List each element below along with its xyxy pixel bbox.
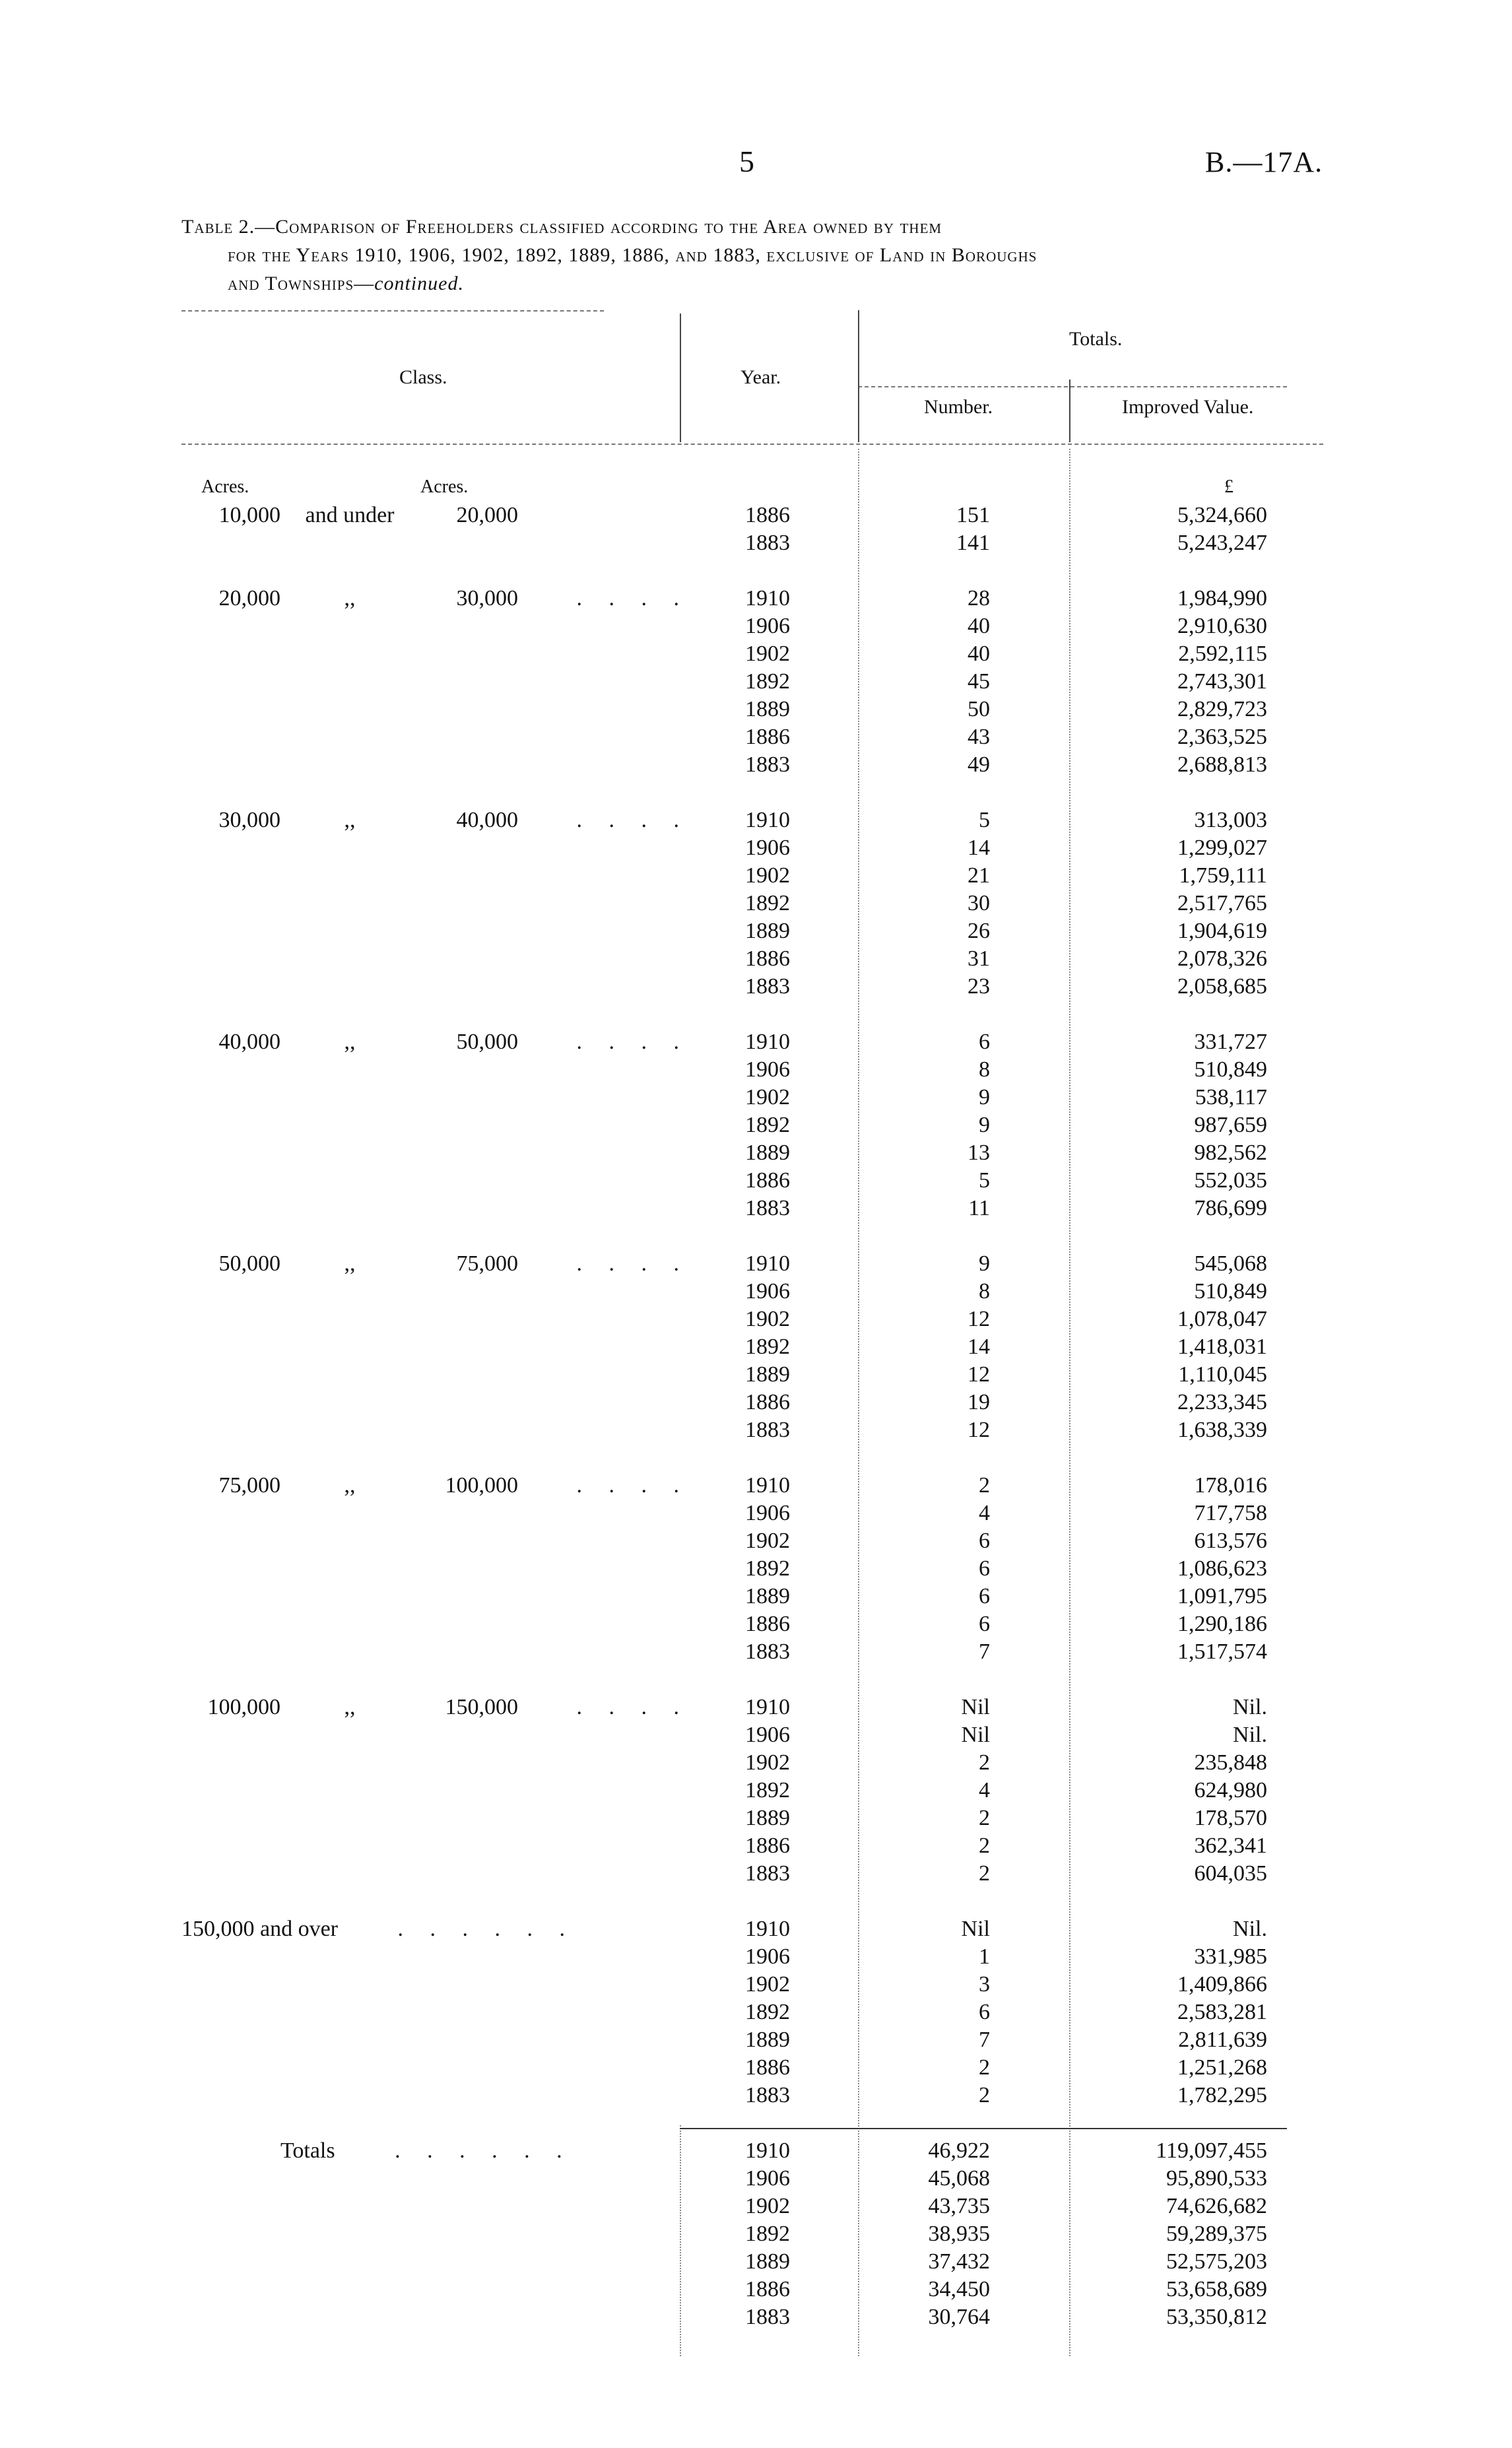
improved-value-cell: 2,583,281: [1177, 2000, 1267, 2024]
improved-value-cell: 52,575,203: [1166, 2249, 1267, 2274]
year-cell: 1892: [745, 2222, 790, 2246]
number-cell: 1: [979, 1944, 990, 1969]
improved-value-cell: 1,984,990: [1177, 586, 1267, 611]
number-cell: 6: [979, 1529, 990, 1553]
table-row: [0, 1694, 1512, 1721]
year-cell: 1906: [745, 1279, 790, 1304]
improved-value-cell: 1,904,619: [1177, 919, 1267, 943]
table-row: [0, 1638, 1512, 1666]
table-row: [0, 1804, 1512, 1832]
year-cell: 1906: [745, 1501, 790, 1525]
improved-value-cell: 331,727: [1194, 1030, 1267, 1054]
number-cell: 8: [979, 1279, 990, 1304]
year-cell: 1910: [745, 1251, 790, 1276]
improved-value-cell: 235,848: [1194, 1750, 1267, 1775]
acres-from-unit: Acres.: [201, 477, 249, 497]
table-row: [0, 1527, 1512, 1555]
year-cell: 1910: [745, 1473, 790, 1498]
improved-value-cell: 95,890,533: [1166, 2166, 1267, 2191]
class-connector: ,,: [344, 1030, 356, 1054]
year-cell: 1910: [745, 2138, 790, 2163]
table-row: [0, 1472, 1512, 1500]
number-cell: Nil: [961, 1917, 990, 1941]
table-row: [0, 1139, 1512, 1167]
year-cell: 1892: [745, 1778, 790, 1803]
number-cell: 6: [979, 1584, 990, 1608]
improved-value-cell: 1,418,031: [1177, 1335, 1267, 1359]
year-cell: 1883: [745, 1639, 790, 1664]
caption-line-3: [181, 269, 1343, 298]
year-cell: 1886: [745, 2055, 790, 2080]
number-cell: 19: [968, 1390, 990, 1414]
year-cell: 1889: [745, 1806, 790, 1830]
class-connector: ,,: [344, 1695, 356, 1719]
number-cell: 6: [979, 1556, 990, 1581]
year-cell: 1889: [745, 1584, 790, 1608]
improved-value-cell: 2,058,685: [1177, 974, 1267, 999]
year-cell: 1910: [745, 1030, 790, 1054]
table-row: [0, 862, 1512, 890]
table-row: [0, 1111, 1512, 1139]
table-row: [0, 1777, 1512, 1804]
table-row: [0, 612, 1512, 640]
table-row: [0, 1389, 1512, 1416]
leader-dots: . . . .: [576, 1030, 690, 1054]
table-row: [0, 751, 1512, 779]
number-cell: 11: [968, 1196, 990, 1220]
class-from: 40,000: [218, 1030, 280, 1054]
class-group: [0, 502, 1512, 557]
number-cell: 12: [968, 1362, 990, 1387]
year-totals-divider: [858, 310, 859, 442]
table-row: [0, 1555, 1512, 1583]
number-cell: 5: [979, 1168, 990, 1193]
year-cell: 1883: [745, 2305, 790, 2329]
year-cell: 1883: [745, 531, 790, 555]
improved-value-cell: 362,341: [1194, 1834, 1267, 1858]
year-cell: 1886: [745, 2277, 790, 2301]
year-cell: 1902: [745, 1972, 790, 1997]
improved-value-cell: 545,068: [1194, 1251, 1267, 1276]
table-row: [0, 973, 1512, 1001]
class-connector: ,,: [344, 586, 356, 611]
number-cell: 40: [968, 642, 990, 666]
year-cell: 1892: [745, 2000, 790, 2024]
improved-value-cell: 1,251,268: [1177, 2055, 1267, 2080]
improved-value-cell: 1,759,111: [1179, 863, 1267, 888]
table-row: [0, 1971, 1512, 1999]
table-row: [0, 1583, 1512, 1610]
class-to: 20,000: [456, 503, 518, 527]
class-from: 30,000: [218, 808, 280, 832]
leader-dots: . . . .: [576, 1251, 690, 1276]
class-to: 75,000: [456, 1251, 518, 1276]
improved-value-cell: 1,110,045: [1178, 1362, 1267, 1387]
class-header: Class.: [399, 366, 447, 388]
class-connector: ,,: [344, 1473, 356, 1498]
number-cell: 43: [968, 725, 990, 749]
year-cell: 1889: [745, 2249, 790, 2274]
improved-value-cell: 717,758: [1194, 1501, 1267, 1525]
year-cell: 1886: [745, 1612, 790, 1636]
number-cell: 40: [968, 614, 990, 638]
number-cell: 34,450: [928, 2277, 990, 2301]
number-cell: 14: [968, 836, 990, 860]
year-cell: 1892: [745, 891, 790, 915]
table-row: [0, 945, 1512, 973]
class-to: 40,000: [456, 808, 518, 832]
improved-value-cell: 2,363,525: [1177, 725, 1267, 749]
improved-value-cell: 53,350,812: [1166, 2305, 1267, 2329]
number-cell: 9: [979, 1251, 990, 1276]
improved-value-cell: 5,243,247: [1177, 531, 1267, 555]
improved-value-cell: 119,097,455: [1156, 2138, 1267, 2163]
year-cell: 1889: [745, 1141, 790, 1165]
class-connector: ,,: [344, 1251, 356, 1276]
table-row: [0, 1306, 1512, 1333]
year-cell: 1889: [745, 2028, 790, 2052]
class-connector: ,,: [344, 808, 356, 832]
table-row: [0, 723, 1512, 751]
improved-value-cell: 552,035: [1194, 1168, 1267, 1193]
improved-value-cell: 2,688,813: [1177, 752, 1267, 777]
table-row: [0, 1943, 1512, 1971]
table-caption: [181, 213, 1343, 298]
improved-value-cell: 982,562: [1194, 1141, 1267, 1165]
number-cell: 2: [979, 1861, 990, 1886]
class-to: 150,000: [445, 1695, 518, 1719]
class-connector: and under: [305, 503, 395, 527]
table-row: [0, 2082, 1512, 2109]
leader-dots: . . . .: [576, 586, 690, 611]
year-cell: 1889: [745, 919, 790, 943]
caption-line-2: for the Years 1910, 1906, 1902, 1892, 1889, 1886, and 1883, exclusive of Land in Boroughs: [228, 244, 1037, 266]
table-row: [0, 2137, 1512, 2165]
number-cell: 30,764: [928, 2305, 990, 2329]
number-cell: 151: [956, 503, 990, 527]
improved-value-cell: 987,659: [1194, 1113, 1267, 1137]
table-row: [0, 1999, 1512, 2026]
class-group: [0, 1915, 1512, 2109]
year-cell: 1883: [745, 752, 790, 777]
class-to: 30,000: [456, 586, 518, 611]
table-row: [0, 1333, 1512, 1361]
year-cell: 1886: [745, 946, 790, 971]
currency-unit: £: [1224, 477, 1233, 497]
improved-value-cell: 613,576: [1194, 1529, 1267, 1553]
table-row: [0, 2054, 1512, 2082]
improved-value-cell: 2,743,301: [1177, 669, 1267, 694]
number-cell: 50: [968, 697, 990, 721]
table-row: [0, 585, 1512, 612]
table-row: [0, 502, 1512, 529]
table-row: [0, 1416, 1512, 1444]
table-row: [0, 1915, 1512, 1943]
year-cell: 1906: [745, 2166, 790, 2191]
number-cell: 2: [979, 1806, 990, 1830]
year-cell: 1910: [745, 808, 790, 832]
year-cell: 1906: [745, 1057, 790, 1082]
table-row: [0, 2248, 1512, 2276]
improved-value-cell: Nil.: [1233, 1723, 1267, 1747]
year-cell: 1906: [745, 1944, 790, 1969]
leader-dots: . . . .: [576, 808, 690, 832]
number-cell: 2: [979, 2083, 990, 2107]
leader-dots: . . . . . .: [395, 2138, 573, 2163]
improved-value-cell: 2,517,765: [1177, 891, 1267, 915]
class-from: 75,000: [218, 1473, 280, 1498]
table-row: [0, 917, 1512, 945]
table-row: [0, 1250, 1512, 1278]
improved-value-cell: 538,117: [1195, 1085, 1267, 1109]
improved-value-cell: 510,849: [1194, 1279, 1267, 1304]
number-cell: 6: [979, 2000, 990, 2024]
table-row: [0, 640, 1512, 668]
totals-underline-rule: [858, 386, 1287, 387]
number-cell: 26: [968, 919, 990, 943]
class-year-divider: [680, 314, 681, 442]
improved-value-cell: 1,086,623: [1177, 1556, 1267, 1581]
table-row: [0, 1749, 1512, 1777]
table-row: [0, 2276, 1512, 2303]
table-row: [0, 1721, 1512, 1749]
acres-to-unit: Acres.: [420, 477, 469, 497]
improved-value-cell: 1,290,186: [1177, 1612, 1267, 1636]
caption-line-1: Table 2.—Comparison of Freeholders classified according to the Area owned by them: [181, 216, 942, 238]
improved-value-cell: 624,980: [1194, 1778, 1267, 1803]
improved-value-header: Improved Value.: [1122, 396, 1254, 418]
improved-value-cell: Nil.: [1233, 1917, 1267, 1941]
improved-value-cell: 1,638,339: [1177, 1418, 1267, 1442]
table-row: [0, 1195, 1512, 1222]
table-row: [0, 668, 1512, 696]
year-cell: 1892: [745, 1335, 790, 1359]
number-cell: 12: [968, 1307, 990, 1331]
number-cell: 37,432: [928, 2249, 990, 2274]
number-cell: 8: [979, 1057, 990, 1082]
improved-value-cell: 2,829,723: [1177, 697, 1267, 721]
improved-value-cell: 1,078,047: [1177, 1307, 1267, 1331]
year-cell: 1883: [745, 2083, 790, 2107]
improved-value-cell: 1,782,295: [1177, 2083, 1267, 2107]
table-row: [0, 1361, 1512, 1389]
table-row: [0, 2165, 1512, 2193]
improved-value-cell: 2,910,630: [1177, 614, 1267, 638]
year-cell: 1910: [745, 1917, 790, 1941]
table-row: [0, 890, 1512, 917]
year-cell: 1902: [745, 1750, 790, 1775]
year-cell: 1910: [745, 1695, 790, 1719]
number-cell: 21: [968, 863, 990, 888]
improved-value-cell: 74,626,682: [1166, 2194, 1267, 2218]
totals-group: [0, 2137, 1512, 2331]
class-group: [0, 585, 1512, 779]
improved-value-cell: 1,299,027: [1177, 836, 1267, 860]
number-cell: 5: [979, 808, 990, 832]
table-row: [0, 2193, 1512, 2220]
class-from: 100,000: [207, 1695, 280, 1719]
number-cell: 43,735: [928, 2194, 990, 2218]
improved-value-cell: 786,699: [1194, 1196, 1267, 1220]
class-from: 10,000: [218, 503, 280, 527]
number-cell: 7: [979, 2028, 990, 2052]
table-row: [0, 2026, 1512, 2054]
year-cell: 1889: [745, 1362, 790, 1387]
number-cell: 30: [968, 891, 990, 915]
year-cell: 1886: [745, 1390, 790, 1414]
improved-value-cell: 2,811,639: [1178, 2028, 1267, 2052]
year-cell: 1902: [745, 2194, 790, 2218]
year-cell: 1892: [745, 1113, 790, 1137]
improved-value-cell: Nil.: [1233, 1695, 1267, 1719]
number-cell: 3: [979, 1972, 990, 1997]
year-cell: 1906: [745, 1723, 790, 1747]
table-row: [0, 1832, 1512, 1860]
improved-value-cell: 1,091,795: [1177, 1584, 1267, 1608]
year-cell: 1906: [745, 836, 790, 860]
improved-value-cell: 2,592,115: [1178, 642, 1267, 666]
number-cell: Nil: [961, 1723, 990, 1747]
number-cell: 7: [979, 1639, 990, 1664]
table-row: [0, 1860, 1512, 1888]
year-cell: 1886: [745, 725, 790, 749]
number-cell: 2: [979, 2055, 990, 2080]
number-cell: 14: [968, 1335, 990, 1359]
class-from: 20,000: [218, 586, 280, 611]
year-header: Year.: [740, 366, 781, 388]
year-cell: 1892: [745, 1556, 790, 1581]
leader-dots: . . . .: [576, 1473, 690, 1498]
number-cell: 6: [979, 1612, 990, 1636]
table-row: [0, 1500, 1512, 1527]
table-row: [0, 807, 1512, 834]
number-cell: 49: [968, 752, 990, 777]
number-cell: 9: [979, 1113, 990, 1137]
number-cell: 31: [968, 946, 990, 971]
table-row: [0, 834, 1512, 862]
number-cell: 45,068: [928, 2166, 990, 2191]
number-cell: 46,922: [928, 2138, 990, 2163]
year-cell: 1883: [745, 1418, 790, 1442]
year-cell: 1886: [745, 503, 790, 527]
improved-value-cell: 53,658,689: [1166, 2277, 1267, 2301]
year-cell: 1902: [745, 863, 790, 888]
improved-value-cell: 331,985: [1194, 1944, 1267, 1969]
improved-value-cell: 2,078,326: [1177, 946, 1267, 971]
number-cell: 2: [979, 1834, 990, 1858]
table-row: [0, 1610, 1512, 1638]
number-cell: 6: [979, 1030, 990, 1054]
year-cell: 1883: [745, 974, 790, 999]
table-row: [0, 529, 1512, 557]
improved-value-cell: 604,035: [1194, 1861, 1267, 1886]
year-cell: 1902: [745, 1085, 790, 1109]
number-cell: Nil: [961, 1695, 990, 1719]
header-bottom-rule: [181, 444, 1323, 445]
table-row: [0, 2220, 1512, 2248]
number-cell: 141: [956, 531, 990, 555]
header-top-rule: [181, 310, 604, 312]
number-cell: 13: [968, 1141, 990, 1165]
improved-value-cell: 5,324,660: [1177, 503, 1267, 527]
improved-value-cell: 313,003: [1194, 808, 1267, 832]
table-row: [0, 1028, 1512, 1056]
table-row: [0, 1167, 1512, 1195]
year-cell: 1883: [745, 1196, 790, 1220]
improved-value-cell: 1,517,574: [1177, 1639, 1267, 1664]
number-cell: 45: [968, 669, 990, 694]
number-cell: 12: [968, 1418, 990, 1442]
improved-value-cell: 1,409,866: [1177, 1972, 1267, 1997]
page-number: 5: [739, 145, 754, 178]
number-cell: 23: [968, 974, 990, 999]
leader-dots: . . . . . .: [397, 1917, 576, 1941]
number-cell: 28: [968, 586, 990, 611]
class-group: [0, 1028, 1512, 1222]
class-to: 50,000: [456, 1030, 518, 1054]
number-header: Number.: [924, 396, 993, 418]
leader-dots: . . . .: [576, 1695, 690, 1719]
table-row: [0, 1084, 1512, 1111]
number-cell: 2: [979, 1473, 990, 1498]
table-row: [0, 696, 1512, 723]
document-reference: B.—17A.: [1205, 146, 1323, 178]
totals-header: Totals.: [1069, 328, 1123, 350]
year-cell: 1902: [745, 1307, 790, 1331]
number-cell: 4: [979, 1501, 990, 1525]
year-cell: 1883: [745, 1861, 790, 1886]
class-group: [0, 807, 1512, 1001]
caption-line-3-prefix: and Townships—: [228, 273, 375, 294]
improved-value-cell: 510,849: [1194, 1057, 1267, 1082]
class-over-label: 150,000 and over: [181, 1917, 339, 1941]
totals-text: Totals: [280, 2138, 335, 2163]
improved-value-cell: 178,570: [1194, 1806, 1267, 1830]
year-cell: 1910: [745, 586, 790, 611]
class-to: 100,000: [445, 1473, 518, 1498]
table-row: [0, 2303, 1512, 2331]
number-cell: 4: [979, 1778, 990, 1803]
year-cell: 1902: [745, 642, 790, 666]
improved-value-cell: 59,289,375: [1166, 2222, 1267, 2246]
year-cell: 1906: [745, 614, 790, 638]
number-cell: 38,935: [928, 2222, 990, 2246]
class-group: [0, 1694, 1512, 1888]
year-cell: 1892: [745, 669, 790, 694]
year-cell: 1889: [745, 697, 790, 721]
year-cell: 1902: [745, 1529, 790, 1553]
number-cell: 2: [979, 1750, 990, 1775]
class-from: 50,000: [218, 1251, 280, 1276]
class-group: [0, 1250, 1512, 1444]
year-cell: 1886: [745, 1834, 790, 1858]
improved-value-cell: 178,016: [1194, 1473, 1267, 1498]
class-group: [0, 1472, 1512, 1666]
improved-value-cell: 2,233,345: [1177, 1390, 1267, 1414]
table-row: [0, 1056, 1512, 1084]
number-value-divider: [1069, 380, 1070, 442]
caption-continued: continued.: [374, 273, 464, 294]
totals-separator-rule: [680, 2128, 1287, 2129]
table-row: [0, 1278, 1512, 1306]
year-cell: 1886: [745, 1168, 790, 1193]
number-cell: 9: [979, 1085, 990, 1109]
